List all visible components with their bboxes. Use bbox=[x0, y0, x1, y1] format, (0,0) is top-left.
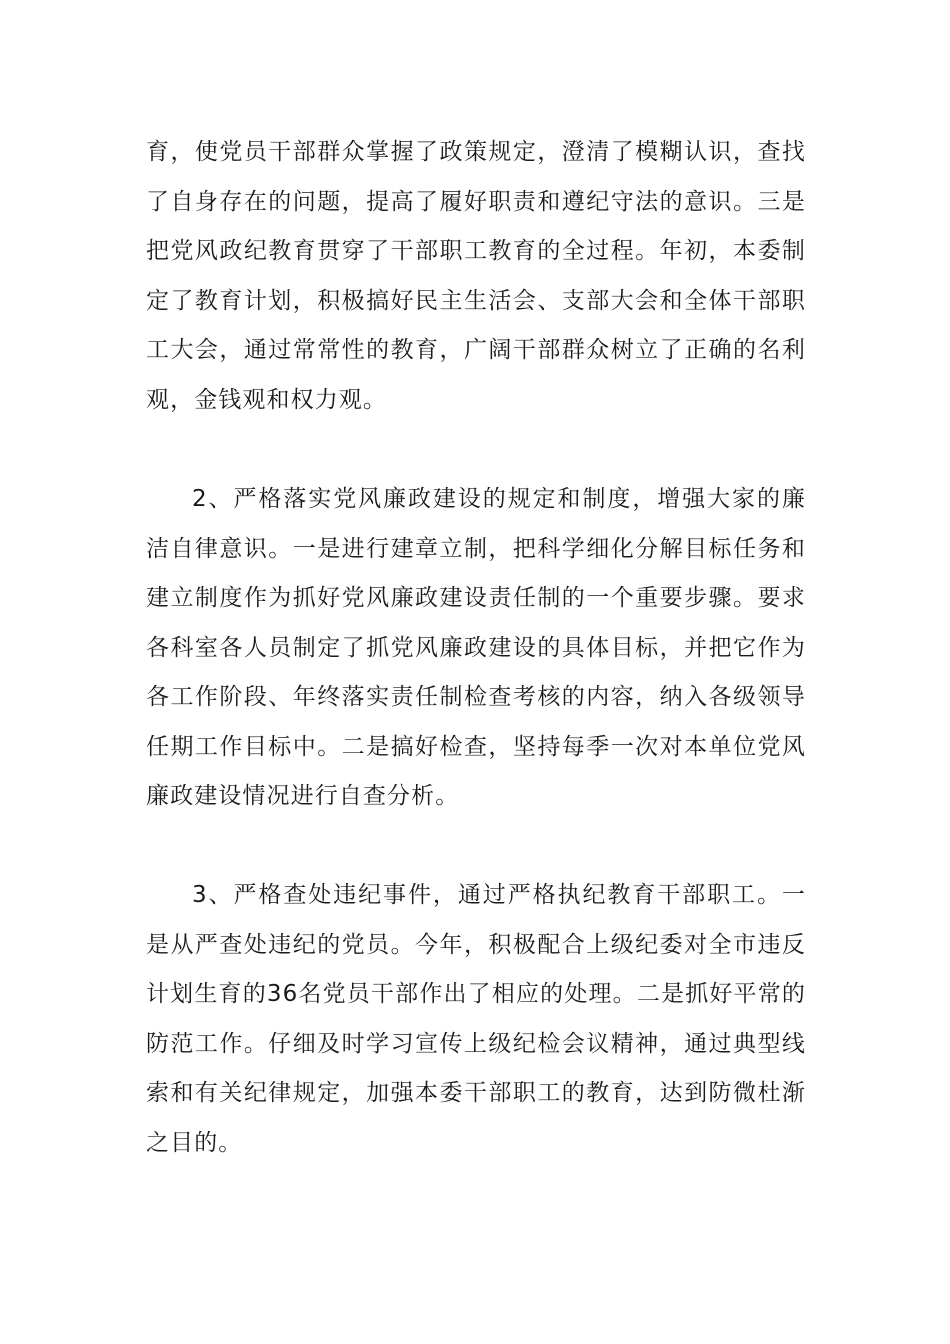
paragraph-item-3: 3、严格查处违纪事件，通过严格执纪教育干部职工。一是从严查处违纪的党员。今年，积极配合上级纪委对全市违反计划生育的36名党员干部作出了相应的处理。二是抓好平常的防范工作。仔细及时学习宣传上级纪检会议精神，通过典型线索和有关纪律规定，加强本委干部职工的教育，达到防微杜渐之目的。 bbox=[146, 882, 806, 1156]
paragraph-item-2: 2、严格落实党风廉政建设的规定和制度，增强大家的廉洁自律意识。一是进行建章立制，把科学细化分解目标任务和建立制度作为抓好党风廉政建设责任制的一个重要步骤。要求各科室各人员制定了抓党风廉政建设的具体目标，并把它作为各工作阶段、年终落实责任制检查考核的内容，纳入各级领导任期工作目标中。二是搞好检查，坚持每季一次对本单位党风廉政建设情况进行自查分析。 bbox=[146, 486, 806, 809]
paragraph-education: 育，使党员干部群众掌握了政策规定，澄清了模糊认识，查找了自身存在的问题，提高了履好职责和遵纪守法的意识。三是把党风政纪教育贯穿了干部职工教育的全过程。年初，本委制定了教育计划，积极搞好民主生活会、支部大会和全体干部职工大会，通过常常性的教育，广阔干部群众树立了正确的名利观，金钱观和权力观。 bbox=[146, 139, 806, 413]
